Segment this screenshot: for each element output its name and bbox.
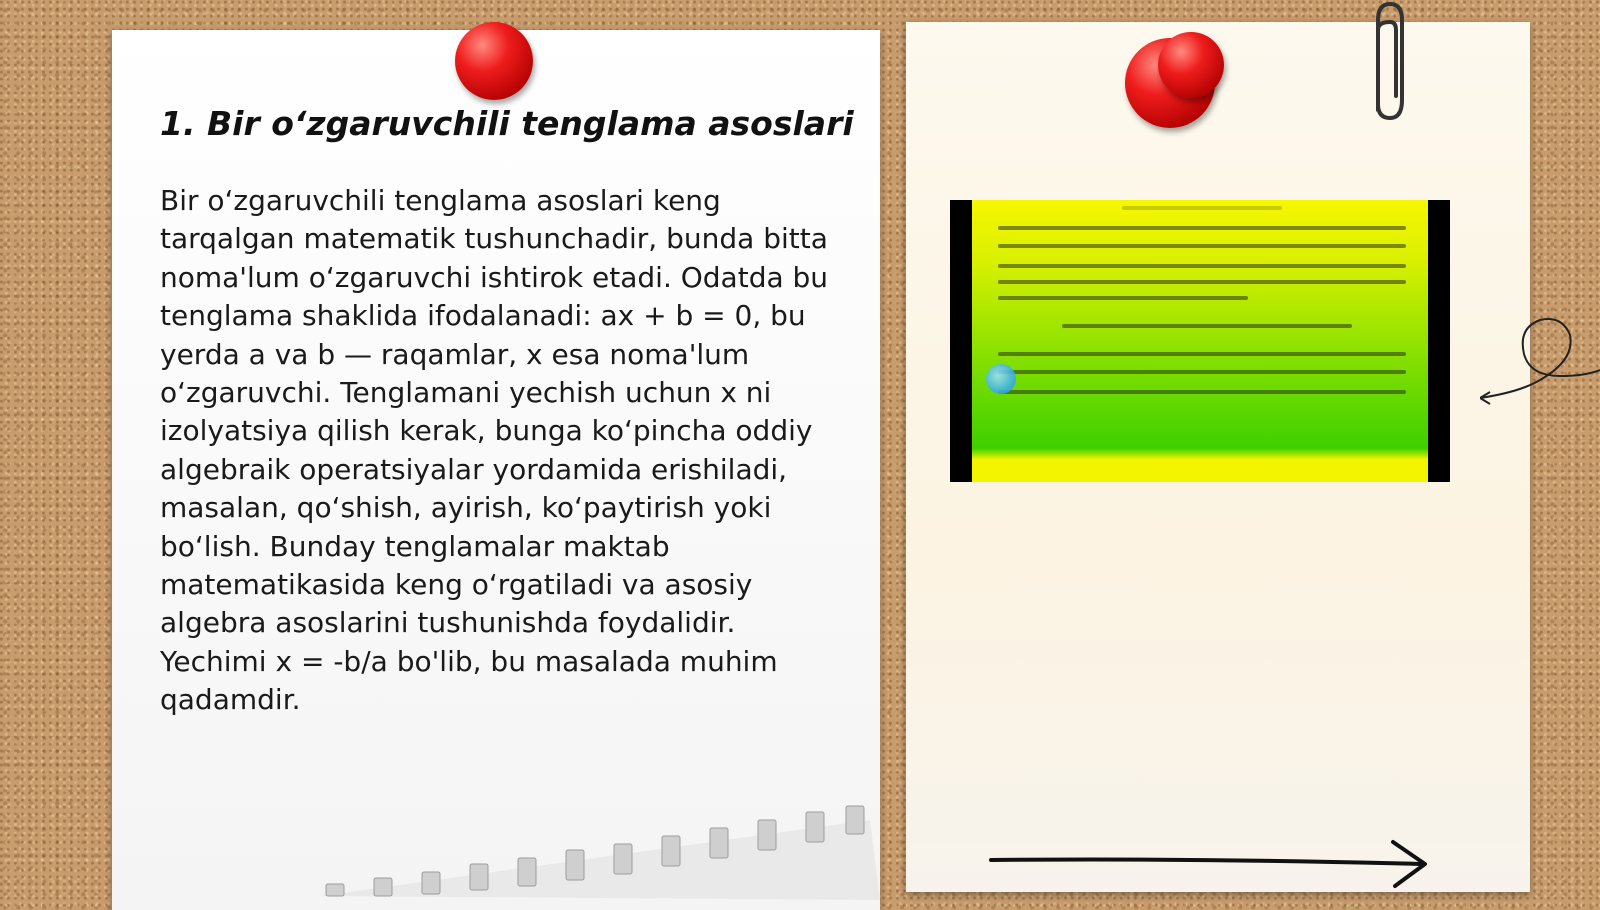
scribble-icon bbox=[1480, 310, 1600, 410]
push-pin-icon bbox=[1158, 32, 1224, 98]
video-thumbnail[interactable] bbox=[950, 200, 1450, 482]
slide-body-text: Bir o‘zgaruvchili tenglama asoslari keng tarqalgan matematik tushunchadir, bunda bitta noma'lum o‘zgaruvchi ishtirok etadi. Odatda bu tenglama shaklida ifodalanadi: ax + b = 0, bu yerda a va b — raqamlar, x esa noma'lum o‘zgaruvchi. Tenglamani yechish uchun x ni izolyatsiya qilish kerak, bunga ko‘pincha oddiy algebraik operatsiyalar yordamida erishiladi, masalan, qo‘shish, ayirish, ko‘paytirish yoki bo‘lish. Bunday tenglamalar maktab matematikasida keng o‘rgatiladi va asosiy algebra asoslarini tushunishda foydalidir. Yechimi x = -b/a bo'lib, bu masalada muhim qadamdir. bbox=[160, 184, 829, 717]
push-pin-icon bbox=[455, 22, 533, 100]
paper-clip-icon bbox=[1368, 0, 1412, 126]
video-content bbox=[972, 200, 1428, 482]
slide-title: 1. Bir o‘zgaruvchili tenglama asoslari bbox=[160, 104, 854, 143]
torn-paper-edge bbox=[320, 800, 880, 900]
arrow-right-icon bbox=[985, 832, 1445, 892]
cursor-highlight-icon bbox=[986, 364, 1016, 394]
